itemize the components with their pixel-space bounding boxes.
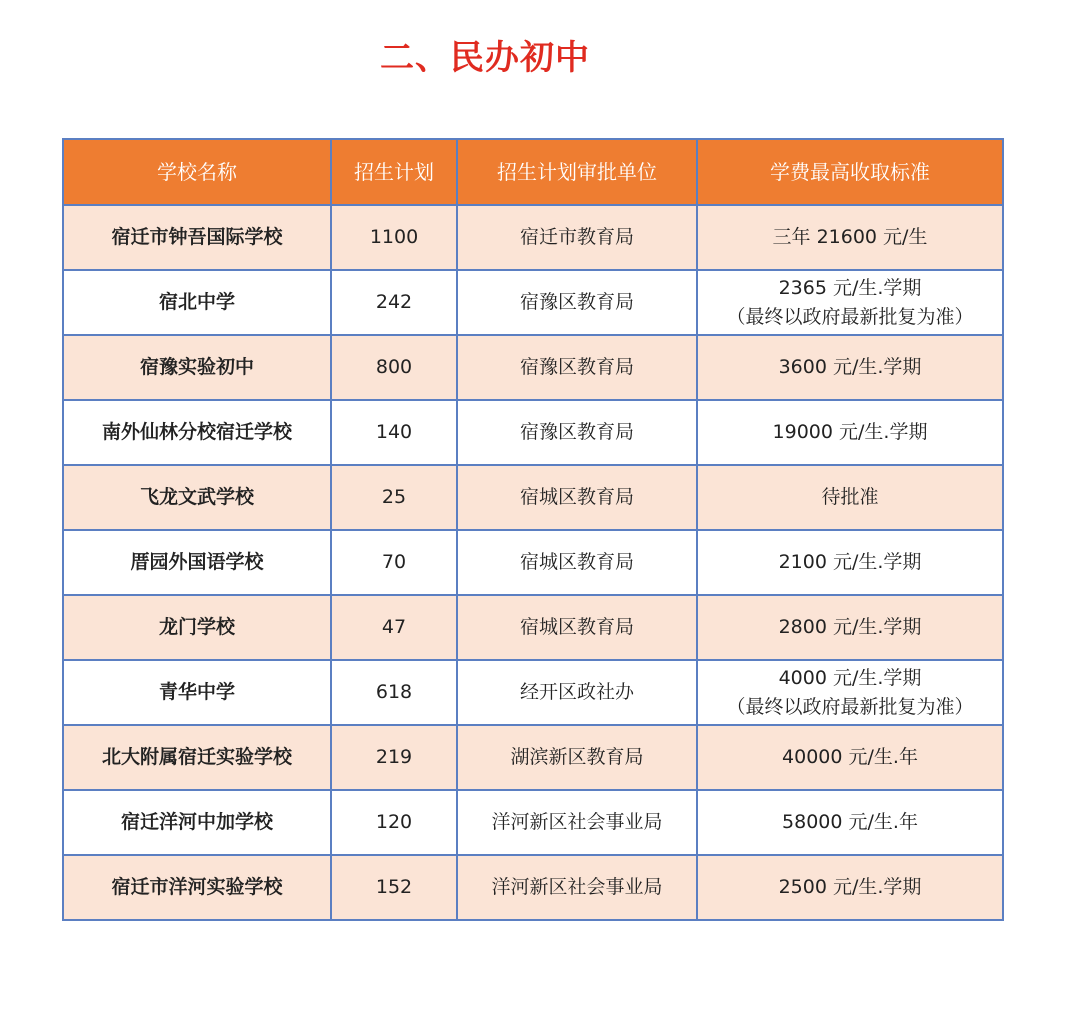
school-name-cell: 北大附属宿迁实验学校 <box>63 725 331 790</box>
approval-unit-cell: 宿豫区教育局 <box>457 270 697 335</box>
school-table <box>62 138 1004 921</box>
tuition-value: 2800 元/生.学期 <box>778 616 922 638</box>
school-name-cell: 龙门学校 <box>63 595 331 660</box>
table-row <box>63 270 1003 335</box>
table-row <box>63 595 1003 660</box>
table-row <box>63 660 1003 725</box>
enrollment-plan-cell: 152 <box>331 855 457 920</box>
header-approval-unit: 招生计划审批单位 <box>457 139 697 205</box>
school-name-cell: 厝园外国语学校 <box>63 530 331 595</box>
header-school-name: 学校名称 <box>63 139 331 205</box>
school-name-cell: 宿迁洋河中加学校 <box>63 790 331 855</box>
table-row <box>63 725 1003 790</box>
tuition-value: 58000 元/生.年 <box>782 811 918 833</box>
enrollment-plan-cell: 120 <box>331 790 457 855</box>
tuition-cell <box>697 660 1003 725</box>
table-header-row <box>63 139 1003 205</box>
enrollment-plan-cell: 70 <box>331 530 457 595</box>
tuition-value: 2500 元/生.学期 <box>778 876 922 898</box>
enrollment-plan-cell: 219 <box>331 725 457 790</box>
approval-unit-cell: 宿城区教育局 <box>457 465 697 530</box>
table-row <box>63 335 1003 400</box>
approval-unit-cell: 经开区政社办 <box>457 660 697 725</box>
approval-unit-cell: 宿迁市教育局 <box>457 205 697 270</box>
tuition-value: 2100 元/生.学期 <box>778 551 922 573</box>
enrollment-plan-cell: 618 <box>331 660 457 725</box>
page-title: 二、民办初中 <box>380 38 590 78</box>
tuition-note: （最终以政府最新批复为准） <box>726 695 974 718</box>
tuition-value: 19000 元/生.学期 <box>772 421 928 443</box>
approval-unit-cell: 宿豫区教育局 <box>457 335 697 400</box>
table-row <box>63 530 1003 595</box>
tuition-value: 待批准 <box>821 486 879 508</box>
enrollment-plan-cell: 140 <box>331 400 457 465</box>
tuition-cell <box>697 790 1003 855</box>
tuition-value: 4000 元/生.学期 <box>778 666 922 689</box>
school-name-cell: 青华中学 <box>63 660 331 725</box>
school-name-cell: 宿北中学 <box>63 270 331 335</box>
table-row <box>63 205 1003 270</box>
tuition-cell <box>697 855 1003 920</box>
header-enrollment-plan: 招生计划 <box>331 139 457 205</box>
tuition-cell <box>697 725 1003 790</box>
tuition-cell <box>697 400 1003 465</box>
table-row <box>63 400 1003 465</box>
table-row <box>63 790 1003 855</box>
enrollment-plan-cell: 800 <box>331 335 457 400</box>
tuition-cell <box>697 270 1003 335</box>
tuition-cell <box>697 205 1003 270</box>
approval-unit-cell: 洋河新区社会事业局 <box>457 790 697 855</box>
tuition-cell <box>697 595 1003 660</box>
school-name-cell: 宿迁市钟吾国际学校 <box>63 205 331 270</box>
tuition-value: 三年 21600 元/生 <box>772 226 928 248</box>
tuition-value: 40000 元/生.年 <box>782 746 918 768</box>
approval-unit-cell: 宿城区教育局 <box>457 595 697 660</box>
enrollment-plan-cell: 25 <box>331 465 457 530</box>
header-max-tuition: 学费最高收取标准 <box>697 139 1003 205</box>
tuition-cell <box>697 465 1003 530</box>
tuition-value: 3600 元/生.学期 <box>778 356 922 378</box>
enrollment-plan-cell: 47 <box>331 595 457 660</box>
school-name-cell: 飞龙文武学校 <box>63 465 331 530</box>
tuition-note: （最终以政府最新批复为准） <box>726 305 974 328</box>
school-name-cell: 南外仙林分校宿迁学校 <box>63 400 331 465</box>
approval-unit-cell: 宿豫区教育局 <box>457 400 697 465</box>
enrollment-plan-cell: 1100 <box>331 205 457 270</box>
tuition-cell <box>697 530 1003 595</box>
approval-unit-cell: 洋河新区社会事业局 <box>457 855 697 920</box>
approval-unit-cell: 宿城区教育局 <box>457 530 697 595</box>
table-row <box>63 855 1003 920</box>
approval-unit-cell: 湖滨新区教育局 <box>457 725 697 790</box>
tuition-value: 2365 元/生.学期 <box>778 276 922 299</box>
tuition-cell <box>697 335 1003 400</box>
school-name-cell: 宿豫实验初中 <box>63 335 331 400</box>
enrollment-plan-cell: 242 <box>331 270 457 335</box>
table-row <box>63 465 1003 530</box>
school-name-cell: 宿迁市洋河实验学校 <box>63 855 331 920</box>
